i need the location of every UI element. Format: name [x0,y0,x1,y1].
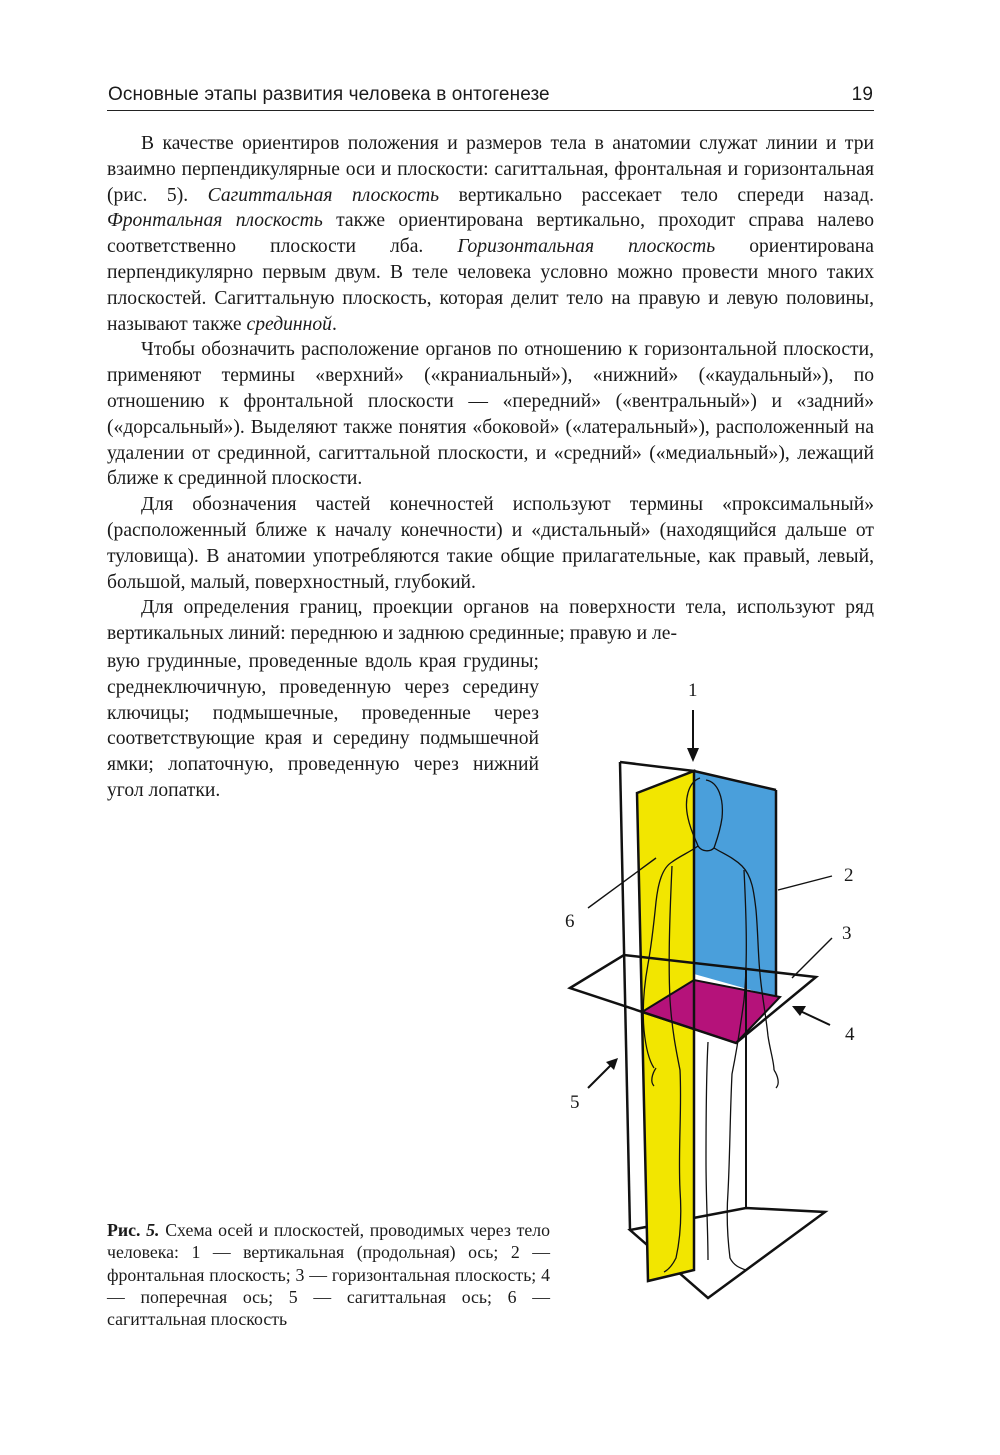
paragraph-limbs: Для обозначения частей конечностей используют термины «проксимальный» (расположенный ближе к началу конечности) и «дистальный» (находящийся дальше от туловища). В анатомии употребляются такие общие прилагательные, как правый, левый, большой, малый, поверхностный, глубокий. [107,494,874,593]
transverse-axis-arrow [798,1010,830,1025]
leader-line-3 [792,938,832,978]
running-header-title: Основные этапы развития человека в онтогенезе [108,84,550,105]
term-sagittal-plane: Сагиттальная плоскость [207,184,440,206]
caption-fig-label: Рис. [107,1220,141,1240]
body-text [107,131,874,647]
transverse-axis-arrowhead [792,1006,806,1016]
paragraph-text: В качестве ориентиров положения и размеров тела в анатомии служат линии и три взаимно перпендикулярные оси и плоскости: сагиттальная, фронтальная и горизонтальная (рис. 5). [107,133,874,206]
caption-fig-number: 5. [146,1220,160,1240]
figure-label-6: 6 [565,911,575,932]
sagittal-axis-arrow [588,1064,612,1088]
wrapped-text [107,649,539,804]
leader-line-2 [778,876,832,890]
vertical-axis-arrowhead [687,748,699,762]
figure-label-3: 3 [842,923,852,944]
term-frontal-plane: Фронтальная плоскость [107,210,323,232]
paragraph-text: вертикально рассекает тело спереди назад. [439,184,874,206]
frontal-plane [694,771,776,997]
term-horizontal-plane: Горизонтальная плоскость [457,236,716,258]
paragraph-planes [107,131,874,337]
figure-body-planes [560,670,880,1310]
frontal-plane-edge-left [620,762,630,1230]
paragraph-directions: Чтобы обозначить расположение органов по отношению к горизонтальной плоскости, применяют термины «верхний» («краниальный»), «нижний» («каудальный»), по отношению к фронтальной плоскости — «передний» («вентральный») и «задний» («дорсальный»). Выделяют также понятия «боковой» («латеральный»), расположенный на удалении от срединной, сагиттальной плоскости, и «средний» («медиальный»), лежащий ближе к срединной плоскости. [107,339,874,490]
paragraph-text: ориентирована перпендикулярно первым двум. В теле человека условно можно провести много таких плоскостей. Сагиттальную плоскость, которая делит тело на правую и левую половины, называют также [107,236,874,335]
figure-label-2: 2 [844,865,854,886]
paragraph-lines: Для определения границ, проекции органов на поверхности тела, используют ряд вертикальных линий: переднюю и заднюю срединные; правую и ле- [107,597,874,645]
figure-label-1: 1 [688,680,698,701]
running-header [107,82,874,111]
paragraph-text: также ориентирована вертикально, проходит справа налево соответственно плоскости лба. [107,210,874,258]
figure-label-5: 5 [570,1092,580,1113]
figure-label-4: 4 [845,1024,855,1045]
frontal-plane-edge-top [620,762,694,771]
page-number: 19 [851,84,873,105]
paragraph-lines-continued: вую грудинные, проведенные вдоль края грудины; среднеключичную, проведенную через середину ключицы; подмышечные, проведенные через соответствующие края и середину подмышечной ямки; лопаточную, проведенную через нижний угол лопатки. [107,651,539,801]
figure-caption [107,1219,550,1330]
body-planes-diagram [560,670,880,1310]
term-median: срединной [246,313,332,335]
paragraph-text: . [331,313,337,335]
caption-text: Схема осей и плоскостей, проводимых через тело человека: 1 — вертикальная (продольная) ось; 2 — фронтальная плоскость; 3 — горизонтальная плоскость; 4 — поперечная ось; 5 — сагиттальная ось; 6 — сагиттальная плоскость [107,1220,551,1330]
